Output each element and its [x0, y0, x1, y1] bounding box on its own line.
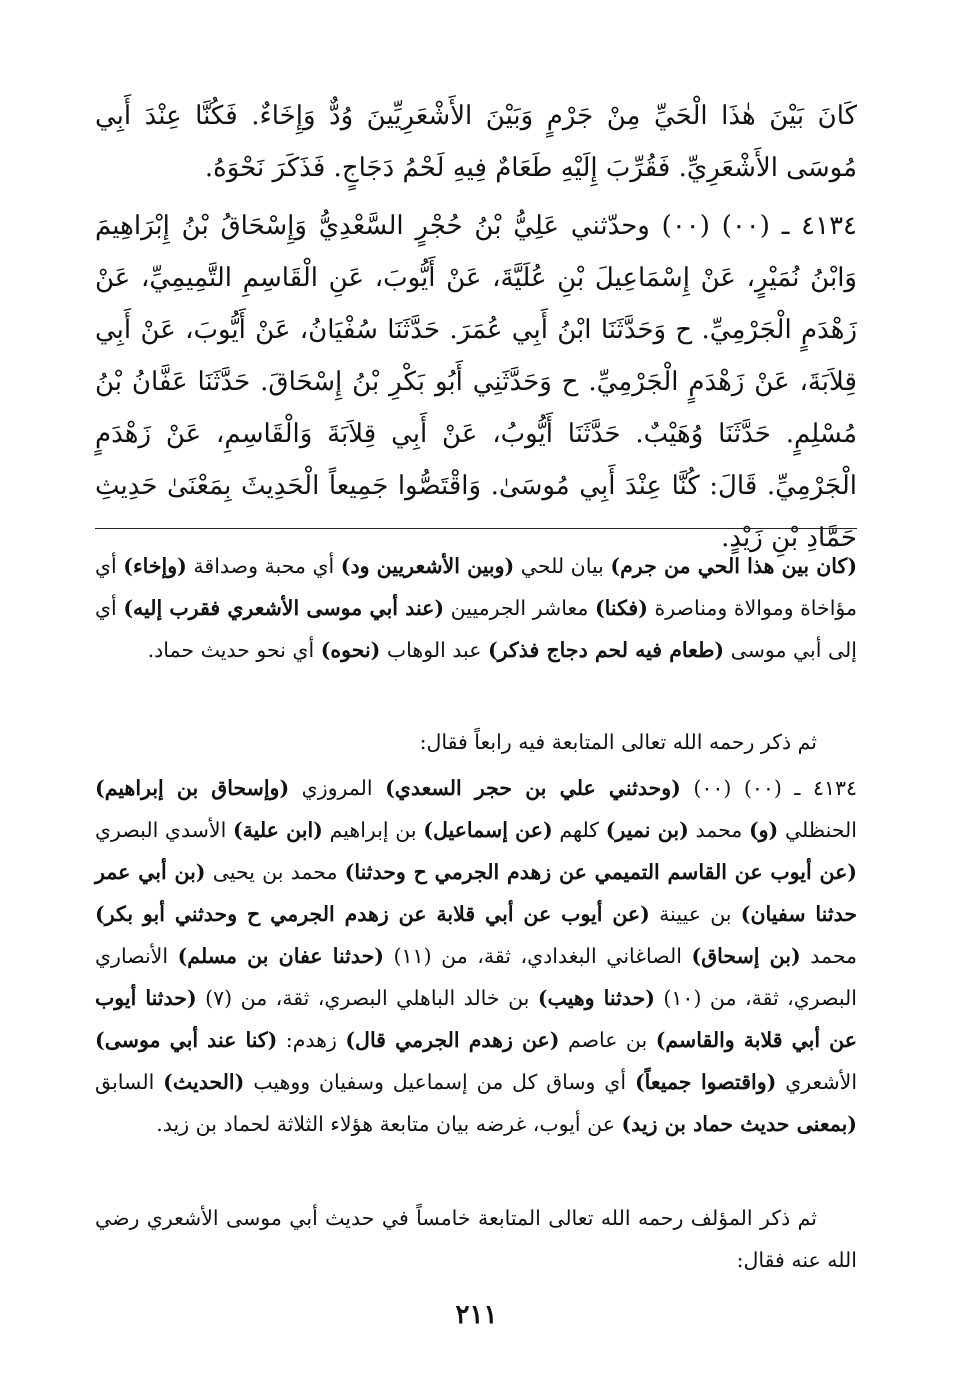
commentary-paragraph-4134: [95, 767, 857, 1145]
commentary-transition-4: ثم ذكر رحمه الله تعالى المتابعة فيه رابعاً فقال:: [419, 730, 817, 754]
hadith-text-continuation: كَانَ بَيْنَ هٰذَا الْحَيِّ مِنْ جَرْمٍ وَبَيْنَ الأَشْعَرِيِّينَ وُدٌّ وَإِخَاءٌ. فَكُنَّا عِنْدَ أَبِي مُوسَى الأَشْعَرِيِّ. فَقُرِّبَ إِلَيْهِ طَعَامٌ فِيهِ لَحْمُ دَجَاجٍ. فَذَكَرَ نَحْوَهُ.: [95, 101, 857, 183]
commentary-text: أي محبة وصداقة: [186, 554, 341, 578]
commentary-text: زهدم:: [277, 1028, 346, 1052]
commentary-text: بن خالد الباهلي البصري، ثقة، من (٧): [196, 986, 538, 1010]
commentary-text: ٤١٣٤ ـ (٠٠) (٠٠): [680, 776, 857, 800]
commentary-text: الحنظلي: [778, 818, 857, 842]
quoted-matn-phrase: (كان بين هذا الحي من جرم): [610, 554, 858, 578]
commentary-text: أي نحو حديث حماد.: [147, 638, 321, 662]
commentary-text: محمد بن يحيى: [205, 860, 345, 884]
quoted-matn-phrase: (عن أيوب عن أبي قلابة عن زهدم الجرمي ح وحدثني أبو بكر): [95, 902, 650, 926]
quoted-matn-phrase: (بن إسحاق): [691, 944, 801, 968]
quoted-matn-phrase: (بمعنى حديث حماد بن زيد): [621, 1112, 857, 1136]
quoted-matn-phrase: (حدثنا عفان بن مسلم): [177, 944, 384, 968]
commentary-text: الأشعري: [776, 1070, 858, 1094]
hadith-4134-isnad: ٤١٣٤ ـ (٠٠) (٠٠) وحدّثني عَلِيُّ بْنُ حُجْرٍ السَّعْدِيُّ وَإِسْحَاقُ بْنُ إِبْرَاهِيمَ وَابْنُ نُمَيْرٍ، عَنْ إِسْمَاعِيلَ بْنِ عُلَيَّةَ، عَنْ أَيُّوبَ، عَنِ الْقَاسِمِ التَّمِيمِيِّ، عَنْ زَهْدَمٍ الْجَرْمِيِّ. ح وَحَدَّثَنَا ابْنُ أَبِي عُمَرَ. حَدَّثَنَا سُفْيَانُ، عَنْ أَيُّوبَ، عَنْ أَبِي قِلاَبَةَ، عَنْ زَهْدَمٍ الْجَرْمِيِّ. ح وَحَدَّثَنِي أَبُو بَكْرِ بْنُ إِسْحَاقَ. حَدَّثَنَا عَفَّانُ بْنُ مُسْلِمٍ. حَدَّثَنَا وُهَيْبٌ. حَدَّثَنَا أَيُّوبُ، عَنْ أَبِي قِلاَبَةَ وَالْقَاسِمِ، عَنْ زَهْدَمٍ الْجَرْمِيِّ. قَالَ: كُنَّا عِنْدَ أَبِي مُوسَىٰ. وَاقْتَصُّوا جَمِيعاً الْحَدِيثَ بِمَعْنَىٰ حَدِيثِ حَمَّادِ بْنِ زَيْدٍ.: [95, 211, 857, 553]
commentary-text: السابق: [95, 1070, 164, 1094]
quoted-matn-phrase: (كنا عند أبي موسى): [95, 1028, 278, 1052]
commentary-text: محمد: [800, 944, 858, 968]
commentary-text: بن إبراهيم: [322, 818, 424, 842]
footnote-separator-rule: [95, 528, 857, 529]
quoted-matn-phrase: (عن أيوب عن القاسم التميمي عن زهدم الجرمي ح وحدثنا): [344, 860, 857, 884]
commentary-text: المروزي: [289, 776, 386, 800]
commentary-text: بن عاصم: [559, 1028, 656, 1052]
commentary-text: أي مؤاخاة وموالاة ومناصرة: [95, 554, 857, 620]
commentary-text: الأنصاري البصري، ثقة، من (١٠): [95, 944, 857, 1010]
quoted-matn-phrase: (الحديث): [163, 1070, 245, 1094]
commentary-text: الصاغاني البغدادي، ثقة، من (١١): [383, 944, 692, 968]
quoted-matn-phrase: (بن نمير): [605, 818, 689, 842]
quoted-matn-phrase: (حدثنا أيوب عن أبي قلابة والقاسم): [95, 986, 857, 1052]
page-number: ٢١١: [455, 1300, 498, 1330]
quoted-matn-phrase: (و): [748, 818, 779, 842]
quoted-matn-phrase: (وإخاء): [123, 554, 187, 578]
commentary-text: كلهم: [552, 818, 606, 842]
commentary-text: أي إلى أبي موسى: [95, 596, 857, 662]
quoted-matn-phrase: (وإسحاق بن إبراهيم): [95, 776, 290, 800]
quoted-matn-phrase: (واقتصوا جميعاً): [634, 1070, 777, 1094]
commentary-paragraph-1: [95, 545, 857, 671]
quoted-matn-phrase: (عن إسماعيل): [423, 818, 553, 842]
quoted-matn-phrase: (وحدثني علي بن حجر السعدي): [385, 776, 681, 800]
commentary-text: محمد: [688, 818, 749, 842]
quoted-matn-phrase: (فكنا): [594, 596, 648, 620]
quoted-matn-phrase: (طعام فيه لحم دجاج فذكر): [487, 638, 725, 662]
commentary-text: الأسدي البصري: [95, 818, 233, 842]
commentary-text: عبد الوهاب: [380, 638, 488, 662]
quoted-matn-phrase: (وبين الأشعريين ود): [340, 554, 515, 578]
quoted-matn-phrase: (ابن علية): [232, 818, 323, 842]
quoted-matn-phrase: (نحوه): [320, 638, 381, 662]
commentary-transition-5: ثم ذكر المؤلف رحمه الله تعالى المتابعة خامساً في حديث أبي موسى الأشعري رضي الله عنه فقال:: [95, 1206, 857, 1272]
commentary-text: أي وساق كل من إسماعيل وسفيان ووهيب: [244, 1070, 635, 1094]
quoted-matn-phrase: (بن أبي عمر حدثنا سفيان): [95, 860, 857, 926]
commentary-text: عن أيوب، غرضه بيان متابعة هؤلاء الثلاثة لحماد بن زيد.: [156, 1112, 622, 1136]
quoted-matn-phrase: (عن زهدم الجرمي قال): [345, 1028, 560, 1052]
quoted-matn-phrase: (حدثنا وهيب): [537, 986, 655, 1010]
commentary-text: معاشر الجرميين: [444, 596, 595, 620]
commentary-text: بن عيينة: [649, 902, 741, 926]
quoted-matn-phrase: (عند أبي موسى الأشعري فقرب إليه): [123, 596, 445, 620]
commentary-text: بيان للحي: [514, 554, 611, 578]
